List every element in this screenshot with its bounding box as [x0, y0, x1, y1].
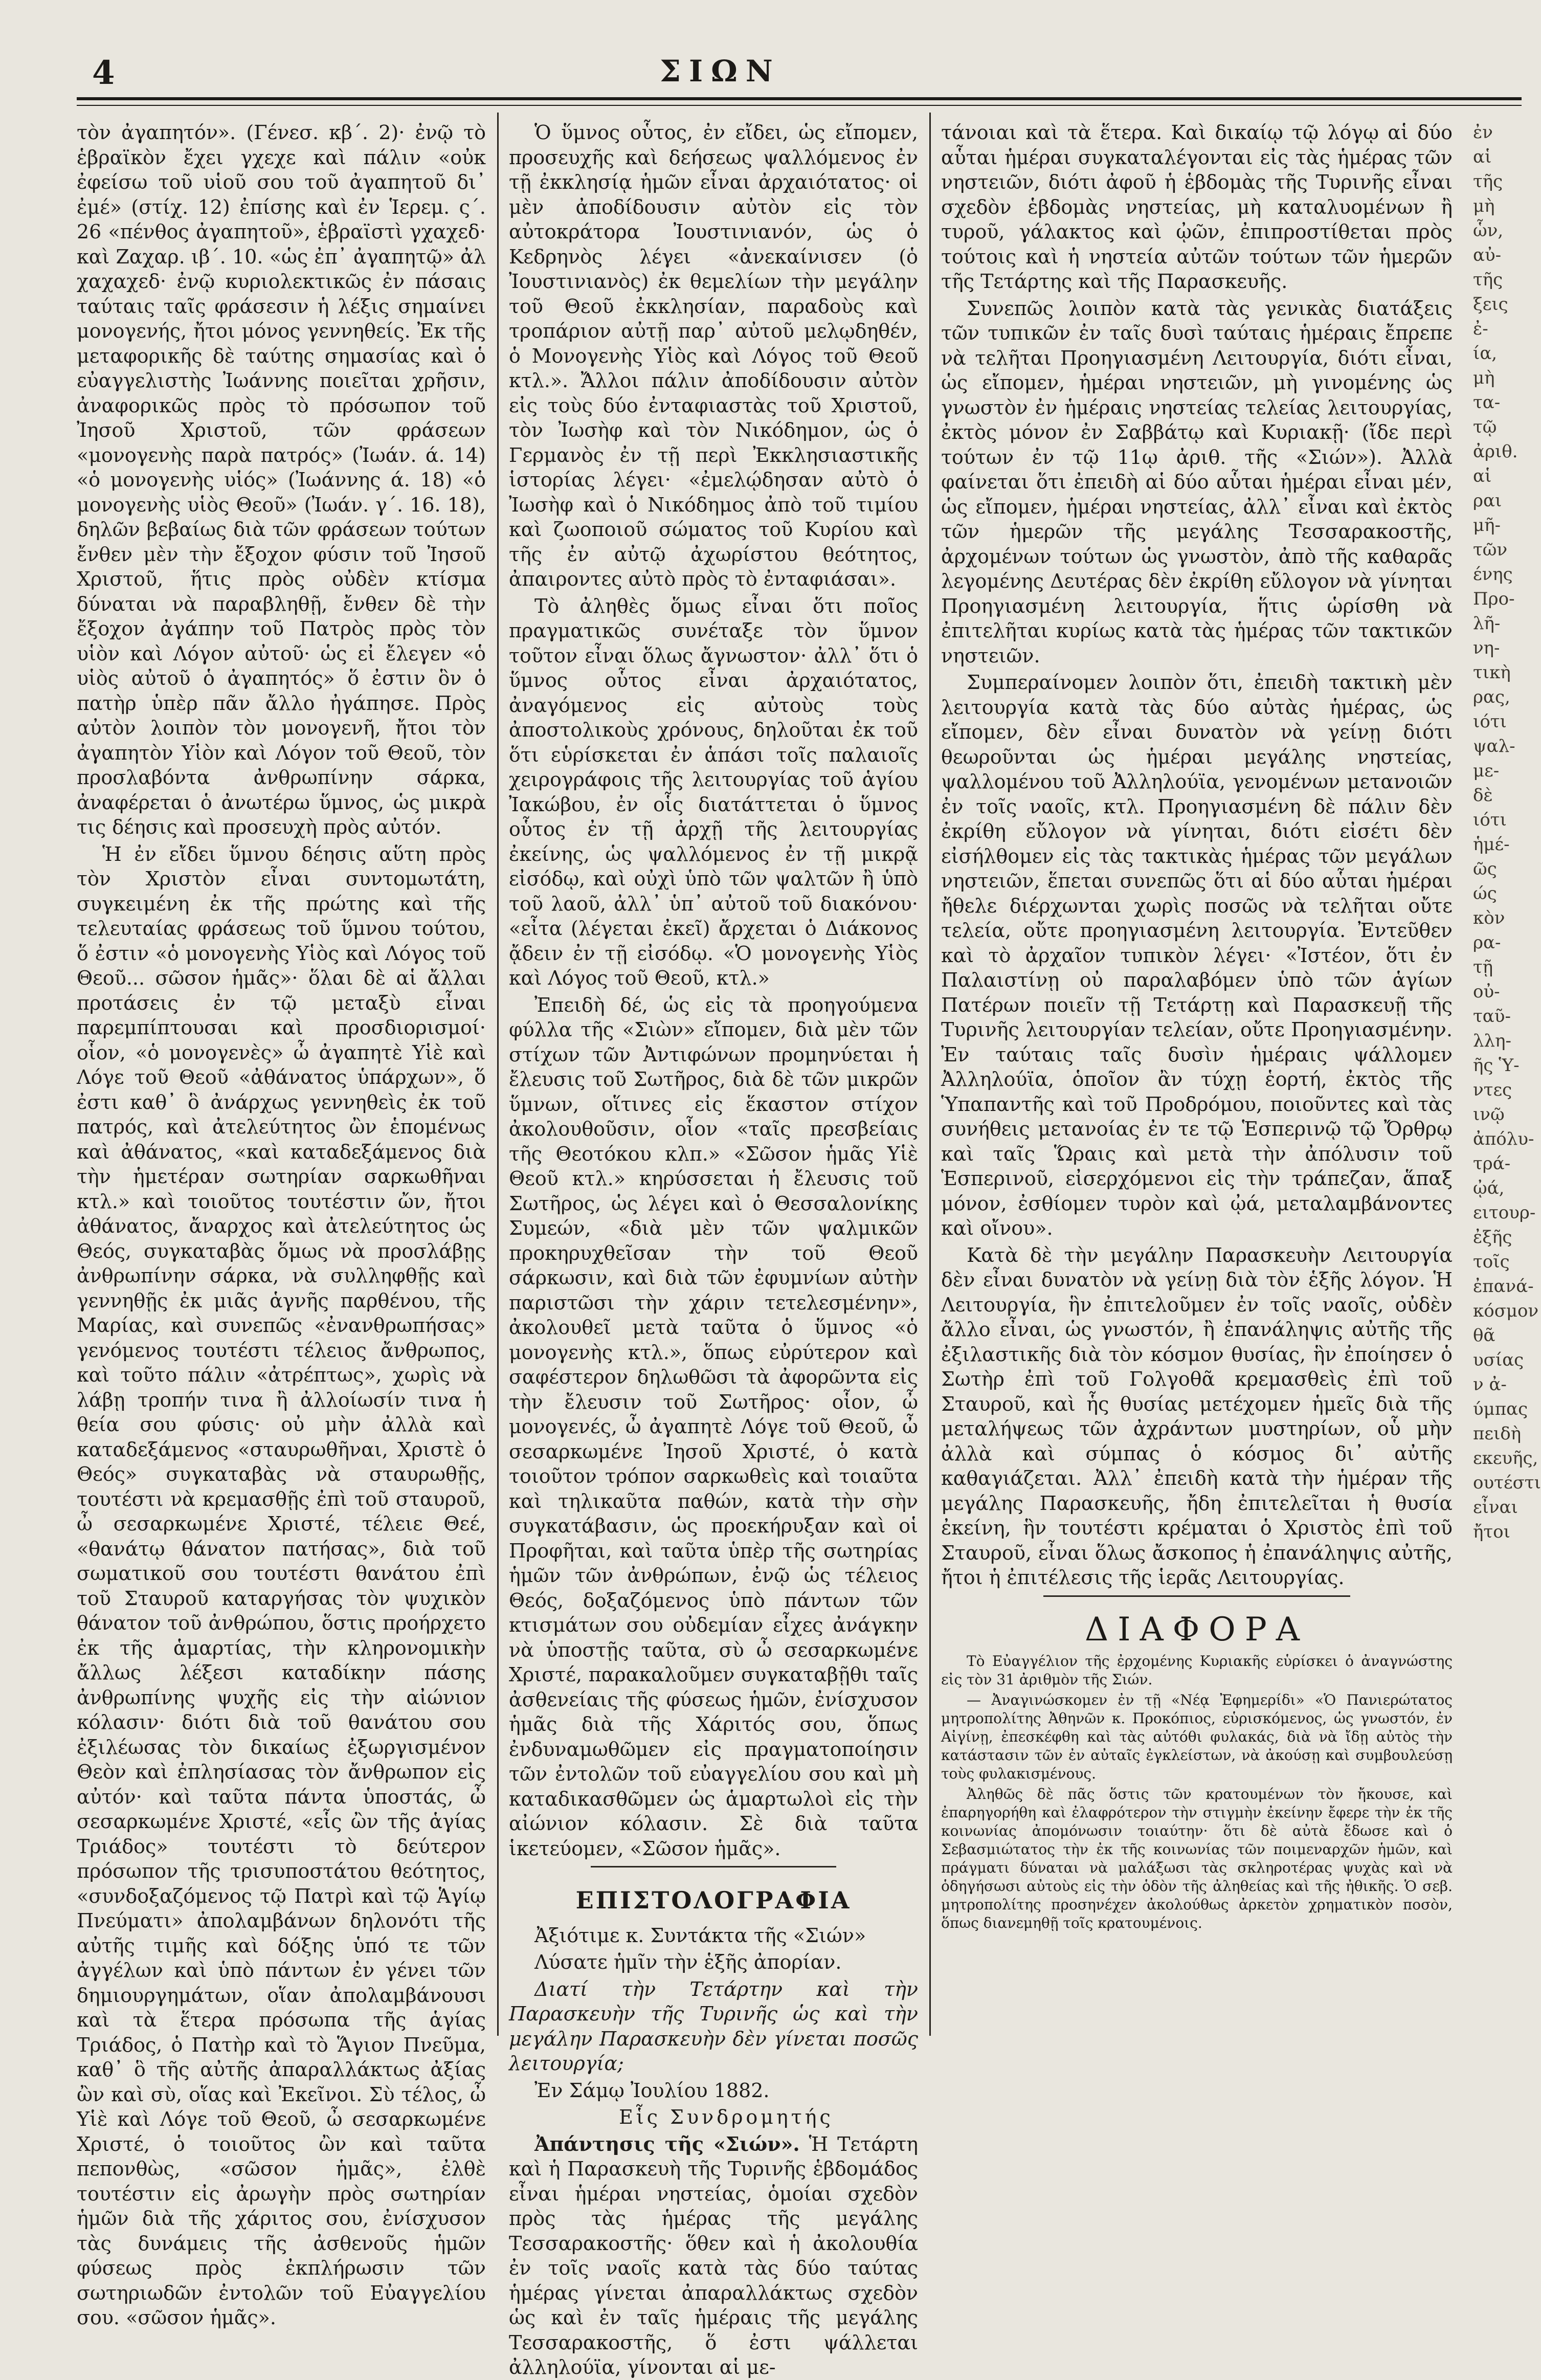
diafora-body — [941, 1652, 1453, 1932]
page-header — [77, 49, 1522, 90]
edge-fragment: ἤτοι — [1473, 1522, 1510, 1542]
diafora-heading: ΔΙΑΦΟΡΑ — [1085, 1610, 1309, 1649]
edge-fragment: τοῖς — [1473, 1252, 1510, 1272]
edge-fragment: αἱ — [1473, 466, 1492, 486]
edge-fragment: ώς — [1473, 883, 1497, 904]
epistle-request: Λύσατε ἡμῖν τὴν ἑξῆς ἀπορίαν. — [534, 1951, 842, 1973]
edge-fragment: ρα- — [1473, 932, 1501, 953]
edge-fragment: ρας, — [1473, 687, 1510, 707]
edge-fragment: ἐν — [1473, 122, 1493, 143]
header-rule-thick — [77, 97, 1522, 100]
edge-fragment: τα- — [1473, 392, 1501, 413]
edge-fragment: ῆς Ὑ- — [1473, 1055, 1520, 1076]
header-rule-thin — [77, 105, 1522, 106]
column-3-paragraph: τάνοιαι καὶ τὰ ἕτερα. Καὶ δικαίῳ τῷ λόγῳ αἱ δύο αὗται ἡμέραι συγκαταλέγονται εἰς τὰς ἡμέρας τῶν νηστειῶν, διότι ἀφοῦ ἡ ἑβδομὰς τῆς Τυρινῆς εἶναι σχεδὸν ἑβδομὰς νηστείας, μὴ καταλυομένων ἢ τυροῦ, γάλακτος καὶ ᾠῶν, ἐπιπροστίθεται πρὸς τούτοις καὶ ἡ νηστεία αὐτῶν τούτων τῶν ἡμερῶν τῆς Τετάρτης καὶ τῆς Παρασκευῆς. — [941, 121, 1453, 293]
edge-fragment: ξεις — [1473, 294, 1508, 315]
edge-fragment: ιότι — [1473, 810, 1507, 830]
diafora-line: Ἀληθῶς δὲ πᾶς ὅστις τῶν κρατουμένων τὸν ἤκουσε, καὶ ἐπαρηγορήθη καὶ ἐλαφρότερον τὴν στιγμὴν ἐκείνην ἔφερε τὴν ἐκ τῆς κοινωνίας ἀπομόνωσιν τοιαύτην· ὅτι δὲ αὐτὰ ἔδωσε καὶ ὁ Σεβασμιώτατος τὴν ἐκ τῆς κοινωνίας τῶν ποιμεναρχῶν ἡμῶν, καὶ πράγματι δύναται νὰ μαλάξωσι τὰς σκληροτέρας ψυχὰς καὶ νὰ ὁδηγήσωσι αὐτοὺς εἰς τὴν ὁδὸν τῆς ἀληθείας καὶ τῆς ἠθικῆς. Ὁ σεβ. μητροπολίτης προσηνέχεν ἀκολούθως ἀρκετὸν χρηματικὸν ποσὸν, ὅπως διανεμηθῇ τοῖς κρατουμένοις. — [941, 1786, 1453, 1931]
edge-fragment: ἡμέ- — [1473, 834, 1510, 855]
column-3-paragraph: Συμπεραίνομεν λοιπὸν ὅτι, ἐπειδὴ τακτικὴ μὲν λειτουργία κατὰ τὰς δύο αὐτὰς ἡμέρας, ὡς εἴπομεν, δὲν εἶναι δυνατὸν νὰ γείνῃ διότι θεωροῦνται ὡς ἡμέραι μεγάλης νηστείας, ψαλλομένου τοῦ Ἀλληλούϊα, γενομένων μετανοιῶν ἐν τοῖς ναοῖς, κτλ. Προηγιασμένη δὲ πάλιν δὲν ἐκρίθη εὔλογον νὰ γίνηται, διότι εἰσέτι δὲν εἰσήλθομεν εἰς τὰς τακτικὰς ἡμέρας τῶν μεγάλων νηστειῶν, ἕπεται συνεπῶς ὅτι αἱ δύο αὗται ἡμέραι ἤθελε διέρχωνται χωρὶς ποσῶς νὰ τελῆται οὔτε τελεία, οὔτε προηγιασμένη λειτουργία. Ἐντεῦθεν καὶ τὸ ἀρχαῖον τυπικὸν λέγει· «Ἰστέον, ὅτι ἐν Παλαιστίνῃ οὐ παραλαβόμεν ὑπὸ τῶν ἁγίων Πατέρων ποιεῖν τῇ Τετάρτῃ καὶ Παρασκευῇ τῆς Τυρινῆς λειτουργίαν τελείαν, οὔτε Προηγιασμένην. Ἐν ταύταις ταῖς δυσὶν ἡμέραις ψάλλομεν Ἀλληλούϊα, ὁποῖον ἂν τύχῃ ἑορτή, ἐκτὸς τῆς Ὑπαπαντῆς καὶ τοῦ Προδρόμου, ποιοῦντες καὶ τὰς συνήθεις μετανοίας ἐν τε τῷ Ἑσπερινῷ τῷ Ὄρθρῳ καὶ ταῖς Ὥραις καὶ μετὰ τὴν ἀπόλυσιν τοῦ Ἑσπερινοῦ, εἰσερχόμενοι εἰς τὴν τράπεζαν, ἅπαξ μόνον, ἐσθίομεν τυρὸν καὶ ᾠά, μεταλαμβάνοντες καὶ οἴνου». — [941, 671, 1453, 1239]
column-2 — [509, 120, 918, 2378]
column-2-paragraph: Ὁ ὕμνος οὗτος, ἐν εἴδει, ὡς εἴπομεν, προσευχῆς καὶ δεήσεως ψαλλόμενος ἐν τῇ ἐκκλησίᾳ ἡμῶν εἶναι ἀρχαιότατος· οἱ μὲν ἀποδίδουσιν αὐτὸν εἰς τὸν αὐτοκράτορα Ἰουστινιανόν, ὡς ὁ Κεδρηνὸς λέγει «ἀνεκαίνισεν (ὁ Ἰουστινιανὸς) ἐκ θεμελίων τὴν μεγάλην τοῦ Θεοῦ ἐκκλησίαν, παραδοὺς καὶ τροπάριον αὐτῇ παρ᾿ αὐτοῦ μελῳδηθέν, ὁ Μονογενὴς Υἱὸς καὶ Λόγος τοῦ Θεοῦ κτλ.». Ἄλλοι πάλιν ἀποδίδουσιν αὐτὸν εἰς τοὺς δύο ἐνταφιαστὰς τοῦ Χριστοῦ, τὸν Ἰωσὴφ καὶ τὸν Νικόδημον, ὡς ὁ Γερμανὸς ἐν τῇ περὶ Ἐκκλησιαστικῆς ἱστορίας λέγει· «ἐμελῴδησαν αὐτὸ ὁ Ἰωσὴφ καὶ ὁ Νικόδημος ἀπὸ τοῦ τιμίου καὶ ζωοποιοῦ σώματος τοῦ Κυρίου καὶ τῆς ἐν αὐτῷ ἀχωρίστου θεότητος, ἀπαιροντες αὐτὸ πρὸς τὸ ἐνταφιάσαι». — [509, 121, 918, 590]
edge-fragment: θᾶ — [1473, 1325, 1495, 1346]
edge-fragment: ία, — [1473, 343, 1498, 364]
section-divider — [591, 1866, 836, 1867]
edge-fragment: ινῷ — [1473, 1104, 1505, 1125]
edge-fragment: ραι — [1473, 491, 1502, 511]
edge-fragment: ὧν, — [1473, 220, 1504, 241]
edge-fragment: μὴ — [1473, 196, 1495, 216]
masthead-title: ΣΙΩΝ — [660, 54, 781, 88]
edge-fragment: ᾠά, — [1473, 1178, 1505, 1198]
edge-fragment: ἀριθ. — [1473, 441, 1518, 462]
edge-fragment: αὐ- — [1473, 245, 1502, 265]
epistle-reply-text: Ἡ Τετάρτη καὶ ἡ Παρασκευὴ τῆς Τυρινῆς ἑβδομάδος εἶναι ἡμέραι νηστείας, ὁμοίαι σχεδὸν πρὸς τὰς ἡμέρας τῆς μεγάλης Τεσσαρακοστῆς· ὅθεν καὶ ἡ ἀκολουθία ἐν τοῖς ναοῖς κατὰ τὰς δύο ταύτας ἡμέρας γίνεται ἀπαραλλάκτως σχεδὸν ὡς καὶ ἐν ταῖς ἡμέραις τῆς μεγάλης Τεσσαρακοστῆς, ὅ ἐστι ψάλλεται ἀλληλούϊα, γίνονται αἱ με- — [509, 2132, 918, 2378]
diafora-line: — Ἀναγινώσκομεν ἐν τῇ «Νέᾳ Ἐφημερίδι» «Ὁ Πανιερώτατος μητροπολίτης Ἀθηνῶν κ. Προκόπιος, εὑρισκόμενος, ὡς γνωστόν, ἐν Αἰγίνῃ, ἐπεσκέφθη καὶ τὰς αὐτόθι φυλακάς, διὰ νὰ ἴδῃ αὐτὸς τὴν κατάστασιν τῶν ἐν αὐταῖς ἐγκλείστων, νὰ ἀκούσῃ καὶ συμβουλεύσῃ τοὺς φυλακισμένους. — [941, 1692, 1453, 1782]
column-divider-2 — [929, 113, 931, 2036]
edge-fragment: τικὴ — [1473, 662, 1511, 683]
edge-fragment: ταῦ- — [1473, 1006, 1511, 1027]
edge-fragment: ἐξῆς — [1473, 1227, 1512, 1248]
edge-fragment: τῶν — [1473, 540, 1508, 560]
edge-fragment: ἐπανά- — [1473, 1276, 1534, 1297]
section-divider — [1043, 1595, 1350, 1597]
edge-fragment: λῆ- — [1473, 613, 1501, 634]
edge-fragment: δὲ — [1473, 785, 1493, 806]
adjacent-page-edge — [1473, 120, 1541, 2043]
diafora-line: Τὸ Εὐαγγέλιον τῆς ἐρχομένης Κυριακῆς εὑρίσκει ὁ ἀναγνώστης εἰς τὸν 31 ἀριθμὸν τῆς Σιών. — [941, 1653, 1453, 1688]
epistle-reply-intro: Ἀπάντησις τῆς «Σιών». — [534, 2132, 800, 2155]
edge-fragment: εκευῆς, — [1473, 1448, 1538, 1469]
edge-fragment: νη- — [1473, 638, 1500, 658]
edge-fragment: ῶς — [1473, 859, 1497, 879]
edge-fragment: τρά- — [1473, 1153, 1511, 1174]
edge-fragment: ἐ- — [1473, 319, 1488, 339]
column-1-paragraph: Ἡ ἐν εἴδει ὕμνου δέησις αὕτη πρὸς τὸν Χριστὸν εἶναι συντομωτάτη, συγκειμένη ἐκ τῆς πρώτης καὶ τῆς τελευταίας φράσεως τοῦ ὕμνου τούτου, ὅ ἐστιν «ὁ μονογενὴς Υἱὸς καὶ Λόγος τοῦ Θεοῦ... σῶσον ἡμᾶς»· ὅλαι δὲ αἱ ἄλλαι προτάσεις ἐν τῷ μεταξὺ εἶναι παρεμπίπτουσαι καὶ προσδιορισμοί· οἷον, «ὁ μονογενὲς» ὦ ἀγαπητὲ Υἱὲ καὶ Λόγε τοῦ Θεοῦ «ἀθάνατος ὑπάρχων», ὅ ἐστι καθ᾿ ὃ ἀνάρχως γεννηθεὶς ἐκ τοῦ πατρός, καὶ ἀτελεύτητος ὢν ἑπομένως καὶ ἀθάνατος, «καὶ καταδεξάμενος διὰ τὴν ἡμετέραν σωτηρίαν σαρκωθῆναι κτλ.» καὶ τοιοῦτος τουτέστιν ὤν, ἤτοι ἀθάνατος, ἄναρχος καὶ ἀτελεύτητος ὡς Θεός, συγκαταβὰς ὅμως νὰ προσλάβῃς ἀνθρωπίνην σάρκα, νὰ συλληφθῇς καὶ γεννηθῇς ἐκ μιᾶς ἁγνῆς παρθένου, τῆς Μαρίας, καὶ συνεπῶς «ἐνανθρωπήσας» γενόμενος τουτέστι τέλειος ἄνθρωπος, καὶ τοῦτο πάλιν «ἀτρέπτως», χωρὶς νὰ λάβῃ τροπήν τινα ἢ ἀλλοίωσίν τινα ἡ θεία σου φύσις· οὐ μὴν ἀλλὰ καὶ καταδεξάμενος «σταυρωθῆναι, Χριστὲ ὁ Θεός» συγκαταβὰς νὰ σταυρωθῇς, τουτέστι νὰ κρεμασθῇς ἐπὶ τοῦ σταυροῦ, ὦ σεσαρκωμένε Χριστέ, τέλειε Θεέ, «θανάτῳ θάνατον πατήσας», διὰ τοῦ σωματικοῦ σου τουτέστι θανάτου ἐπὶ τοῦ Σταυροῦ καταργήσας τὸν ψυχικὸν θάνατον τοῦ ἀνθρώπου, ὅστις προήρχετο ἐκ τῆς ἁμαρτίας, τὴν κληρονομικὴν ἄλλως λέξεσι καταδίκην πάσης ἀνθρωπίνης ψυχῆς εἰς τὴν αἰώνιον κόλασιν· διότι διὰ τοῦ θανάτου σου ἐξιλέωσας τὸν δικαίως ἐξωργισμένον Θεὸν καὶ ἐπλησίασας τὸν ἄνθρωπον εἰς αὐτόν· καὶ ταῦτα πάντα ὑποστάς, ὦ σεσαρκωμένε Χριστέ, «εἷς ὢν τῆς ἁγίας Τριάδος» τουτέστι τὸ δεύτερον πρόσωπον τῆς τρισυποστάτου θεότητος, «συνδοξαζόμενος τῷ Πατρὶ καὶ τῷ Ἁγίῳ Πνεύματι» ἀπολαμβάνων δηλονότι τῆς αὐτῆς τιμῆς καὶ δόξης ὑπό τε τῶν ἀγγέλων καὶ ὑπὸ πάντων ἐν γένει τῶν δημιουργημάτων, οἵαν ἀπολαμβάνουσι καὶ τὰ ἕτερα πρόσωπα τῆς ἁγίας Τριάδος, ὁ Πατὴρ καὶ τὸ Ἅγιον Πνεῦμα, καθ᾿ ὃ τῆς αὐτῆς ἀπαραλλάκτως ἀξίας ὢν καὶ σὺ, οἵας καὶ Ἐκεῖνοι. Σὺ τέλος, ὦ Υἱὲ καὶ Λόγε τοῦ Θεοῦ, ὦ σεσαρκωμένε Χριστέ, ὁ τοιοῦτος ὢν καὶ ταῦτα πεπονθὼς, «σῶσον ἡμᾶς», ἐλθὲ τουτέστιν εἰς ἀρωγὴν πρὸς σωτηρίαν ἡμῶν διὰ τῆς χάριτος σου, ἐνίσχυσον τὰς δυνάμεις τῆς ἀσθενοῦς ἡμῶν φύσεως πρὸς ἐκπλήρωσιν τῶν σωτηριωδῶν ἐντολῶν τοῦ Εὐαγγελίου σου. «σῶσον ἡμᾶς». — [77, 842, 486, 2329]
edge-fragment: με- — [1473, 761, 1500, 781]
edge-fragment: μῆ- — [1473, 515, 1501, 536]
edge-fragment: Προ- — [1473, 589, 1515, 609]
column-2-paragraph: Ἐπειδὴ δέ, ὡς εἰς τὰ προηγούμενα φύλλα τῆς «Σιὼν» εἴπομεν, διὰ μὲν τῶν στίχων τῶν Ἀντιφώνων προμηνύεται ἡ ἔλευσις τοῦ Σωτῆρος, διὰ δὲ τῶν μικρῶν ὕμνων, οἵτινες εἰς ἕκαστον στίχον ἀκολουθοῦσιν, οἷον «ταῖς πρεσβείαις τῆς Θεοτόκου κλπ.» «Σῶσον ἡμᾶς Υἱὲ Θεοῦ κτλ.» κηρύσσεται ἡ ἔλευσις τοῦ Σωτῆρος, ὡς λέγει καὶ ὁ Θεσσαλονίκης Συμεών, «διὰ μὲν τῶν ψαλμικῶν προκηρυχθεῖσαν τὴν τοῦ Θεοῦ σάρκωσιν, καὶ διὰ τῶν ἐφυμνίων αὐτὴν παριστῶσι τὴν χάριν τετελεσμένην», ἀκολουθεῖ μετὰ ταῦτα ὁ ὕμνος «ὁ μονογενὴς κτλ.», ὅπως εὐρύτερον καὶ σαφέστερον δηλωθῶσι τὰ ἀφορῶντα εἰς τὴν ἔλευσιν τοῦ Σωτῆρος· οἷον, ὦ μονογενές, ὦ ἀγαπητὲ Λόγε τοῦ Θεοῦ, ὦ σεσαρκωμένε Ἰησοῦ Χριστέ, ὁ κατὰ τοιοῦτον τρόπον σαρκωθεὶς καὶ τοιαῦτα καὶ τηλικαῦτα παθών, κατὰ τὴν σὴν συγκατάβασιν, ὡς προεκήρυξαν καὶ οἱ Προφῆται, καὶ ταῦτα ὑπὲρ τῆς σωτηρίας ἡμῶν τῶν ἀνθρώπων, ἐνῷ ὡς τέλειος Θεός, δοξαζόμενος ὑπὸ πάντων τῶν κτισμάτων σου οὐδεμίαν εἶχες ἀνάγκην νὰ ὑποστῇς ταῦτα, σὺ ὦ σεσαρκωμένε Χριστέ, παρακαλοῦμεν συγκαταβῇθι ταῖς ἀσθενείαις τῆς φύσεως ἡμῶν, ἐνίσχυσον ἡμᾶς διὰ τῆς Χάριτός σου, ὅπως ἐνδυναμωθῶμεν εἰς πραγματοποίησιν τῶν ἐντολῶν τοῦ εὐαγγελίου σου καὶ μὴ καταδικασθῶμεν ὡς ἁμαρτωλοὶ εἰς τὴν αἰώνιον κόλασιν. Σὲ διὰ ταῦτα ἱκετεύομεν, «Σῶσον ἡμᾶς». — [509, 993, 918, 1860]
edge-fragment: αἱ — [1473, 147, 1492, 167]
edge-fragment: εἶναι — [1473, 1497, 1518, 1518]
epistle-reply — [509, 2132, 918, 2380]
edge-fragment: ψαλ- — [1473, 736, 1515, 757]
column-3-paragraph: Κατὰ δὲ τὴν μεγάλην Παρασκευὴν Λειτουργία δὲν εἶναι δυνατὸν νὰ γείνῃ διὰ τὸν ἑξῆς λόγον. Ἡ Λειτουργία, ἣν ἐπιτελοῦμεν ἐν τοῖς ναοῖς, οὐδὲν ἄλλο εἶναι, ὡς γνωστόν, ἢ ἐπανάληψις αὐτῆς τῆς ἐξιλαστικῆς διὰ τὸν κόσμον θυσίας, ἣν ἐποίησεν ὁ Σωτὴρ ἐπὶ τοῦ Γολγοθᾶ κρεμασθεὶς ἐπὶ τοῦ Σταυροῦ, καὶ ἧς θυσίας μετέχομεν ἡμεῖς διὰ τῆς μεταλήψεως τῶν ἀχράντων μυστηρίων, οὗ μὴν ἀλλὰ καὶ σύμπας ὁ κόσμος δι᾿ αὐτῆς καθαγιάζεται. Ἀλλ᾿ ἐπειδὴ κατὰ τὴν ἡμέραν τῆς μεγάλης Παρασκευῆς, ἤδη ἐπιτελεῖται ἡ θυσία ἐκείνη, ἣν τουτέστι κρέμαται ὁ Χριστὸς ἐπὶ τοῦ Σταυροῦ, εἶναι ὅλως ἄσκοπος ἡ ἐπανάληψις αὐτῆς, ἤτοι ἡ ἐπιτέλεσις τῆς ἱερᾶς Λειτουργίας. — [941, 1243, 1453, 1589]
edge-fragment: ένης — [1473, 564, 1513, 585]
epistle-salutation: Ἀξιότιμε κ. Συντάκτα τῆς «Σιών» — [534, 1924, 866, 1947]
edge-fragment: ν ἀ- — [1473, 1374, 1507, 1395]
page-number: 4 — [92, 54, 115, 92]
edge-fragment: τῆς — [1473, 270, 1503, 290]
edge-fragment: ύμπας — [1473, 1399, 1528, 1419]
epistle-heading: ΕΠΙΣΤΟΛΟΓΡΑΦΙΑ — [575, 1886, 852, 1914]
epistle-signature: Εἷς Συνδρομητής — [619, 2106, 834, 2128]
column-divider-1 — [497, 113, 499, 2036]
edge-fragment: οὐ- — [1473, 982, 1500, 1002]
epistle-question: Διατί τὴν Τετάρτην καὶ τὴν Παρασκευὴν τῆς Τυρινῆς ὡς καὶ τὴν μεγάλην Παρασκευὴν δὲν γίνεται ποσῶς λειτουργία; — [509, 1977, 918, 2075]
edge-fragment: ειτουρ- — [1473, 1203, 1536, 1223]
edge-fragment: κὸν — [1473, 908, 1505, 928]
edge-fragment: τῇ — [1473, 957, 1493, 977]
epistle-date: Ἐν Σάμῳ Ἰουλίου 1882. — [534, 2079, 770, 2102]
edge-fragment: μὴ — [1473, 368, 1495, 388]
edge-fragment: κόσμον — [1473, 1301, 1539, 1321]
edge-fragment: ουτέστι — [1473, 1473, 1541, 1493]
edge-fragment: ιότι — [1473, 711, 1507, 732]
edge-fragment: υσίας — [1473, 1350, 1524, 1370]
column-1 — [77, 120, 486, 2329]
edge-fragment: ἀπόλυ- — [1473, 1129, 1534, 1149]
edge-fragment: πειδὴ — [1473, 1423, 1522, 1444]
column-3-paragraph: Συνεπῶς λοιπὸν κατὰ τὰς γενικὰς διατάξεις τῶν τυπικῶν ἐν ταῖς δυσὶ ταύταις ἡμέραις ἔπρεπε νὰ τελῆται Προηγιασμένη Λειτουργία, διότι εἶναι, ὡς εἴπομεν, ἡμέραι νηστειῶν, μὴ γινομένης ὡς γνωστὸν ἐν ἡμέραις νηστείας τελείας λειτουργίας, ἐκτὸς μόνον ἐν Σαββάτῳ καὶ Κυριακῇ· (ἴδε περὶ τούτων ἐν τῷ 11ῳ ἀριθ. τῆς «Σιών»). Ἀλλὰ φαίνεται ὅτι ἐπειδὴ αἱ δύο αὗται ἡμέραι εἶναι μέν, ὡς εἴπομεν, ἡμέραι νηστείας, ἀλλ᾿ εἶναι καὶ ἐκτὸς τῶν ἡμερῶν τῆς μεγάλης Τεσσαρακοστῆς, ἀρχομένων τούτων ὡς γνωστὸν, ἀπὸ τῆς καθαρᾶς λεγομένης Δευτέρας δὲν ἐκρίθη εὔλογον νὰ γίνηται Προηγιασμένη λειτουργία, ἥτις ὡρίσθη νὰ ἐπιτελῆται κυρίως κατὰ τὰς ἡμέρας τῶν τακτικῶν νηστειῶν. — [941, 297, 1453, 667]
column-1-paragraph: τὸν ἀγαπητόν». (Γένεσ. κβ΄. 2)· ἐνῷ τὸ ἑβραϊκὸν ἔχει γχεχε καὶ πάλιν «οὐκ ἐφείσω τοῦ υἱοῦ σου τοῦ ἀγαπητοῦ δι᾿ ἐμέ» (στίχ. 12) ἐπίσης καὶ ἐν Ἱερεμ. ς΄. 26 «πένθος ἀγαπητοῦ», ἑβραϊστὶ γχαχεδ· καὶ Ζαχαρ. ιβ΄. 10. «ὡς ἐπ᾿ ἀγαπητῷ» ἀλ χαχαχεδ· ἐνῷ κυριολεκτικῶς ἐν πάσαις ταύταις ταῖς φράσεσιν ἡ λέξις σημαίνει μονογενής, ἤτοι μόνος γεννηθείς. Ἐκ τῆς μεταφορικῆς δὲ ταύτης σημασίας καὶ ὁ εὐαγγελιστὴς Ἰωάννης ποιεῖται χρῆσιν, ἀναφορικῶς πρὸς τὸ πρόσωπον τοῦ Ἰησοῦ Χριστοῦ, τῶν φράσεων «μονογενὴς παρὰ πατρός» (Ἰωάν. ά. 14) «ὁ μονογενὴς υἱός» (Ἰωάννης ά. 18) «ὁ μονογενὴς υἱὸς Θεοῦ» (Ἰωάν. γ΄. 16. 18), δηλῶν βεβαίως διὰ τῶν φράσεων τούτων ἔνθεν μὲν τὴν ἔξοχον φύσιν τοῦ Ἰησοῦ Χριστοῦ, ἥτις πρὸς οὐδὲν κτίσμα δύναται νὰ παραβληθῇ, ἔνθεν δὲ τὴν ἔξοχον ἀγάπην τοῦ Πατρὸς πρὸς τὸν υἱὸν καὶ Λόγον αὐτοῦ· ὡς εἰ ἔλεγεν «ὁ υἱὸς αὐτοῦ ὁ ἀγαπητός» ὅ ἐστιν ὃν ὁ πατὴρ ὑπὲρ πᾶν ἄλλο ἠγάπησε. Πρὸς αὐτὸν λοιπὸν τὸν μονογενῆ, ἤτοι τὸν ἀγαπητὸν Υἱὸν καὶ Λόγον τοῦ Θεοῦ, τὸν προσλαβόντα ἀνθρωπίνην σάρκα, ἀναφέρεται ὁ ἀνωτέρω ὕμνος, ὡς μικρὰ τις δέησις καὶ προσευχὴ πρὸς αὐτόν. — [77, 121, 486, 838]
column-2-paragraph: Τὸ ἀληθὲς ὅμως εἶναι ὅτι ποῖος πραγματικῶς συνέταξε τὸν ὕμνον τοῦτον εἶναι ὅλως ἄγνωστον· ἀλλ᾿ ὅτι ὁ ὕμνος οὗτος εἶναι ἀρχαιότατος, ἀναγόμενος εἰς αὐτοὺς τοὺς ἀποστολικοὺς χρόνους, δηλοῦται ἐκ τοῦ ὅτι εὑρίσκεται ἐν ἁπάσι τοῖς παλαιοῖς χειρογράφοις τῆς λειτουργίας τοῦ ἁγίου Ἰακώβου, ἐν οἷς διατάττεται ὁ ὕμνος οὗτος ἐν τῇ ἀρχῇ τῆς λειτουργίας ἐκείνης, ὡς ψαλλόμενος ἐν τῇ μικρᾷ εἰσόδῳ, καὶ οὐχὶ ὑπὸ τῶν ψαλτῶν ἢ ὑπὸ τοῦ λαοῦ, ἀλλ᾿ ὑπ᾿ αὐτοῦ τοῦ διακόνου· «εἶτα (λέγεται ἐκεῖ) ἄρχεται ὁ Διάκονος ᾄδειν ἐν τῇ εἰσόδῳ. «Ὁ μονογενὴς Υἱὸς καὶ Λόγος τοῦ Θεοῦ, κτλ.» — [509, 594, 918, 989]
edge-fragment: τῆς — [1473, 171, 1503, 192]
edge-fragment: λλη- — [1473, 1031, 1511, 1051]
edge-fragment: τῷ — [1473, 417, 1497, 437]
column-3 — [941, 120, 1453, 2043]
edge-fragment: ντες — [1473, 1080, 1512, 1100]
